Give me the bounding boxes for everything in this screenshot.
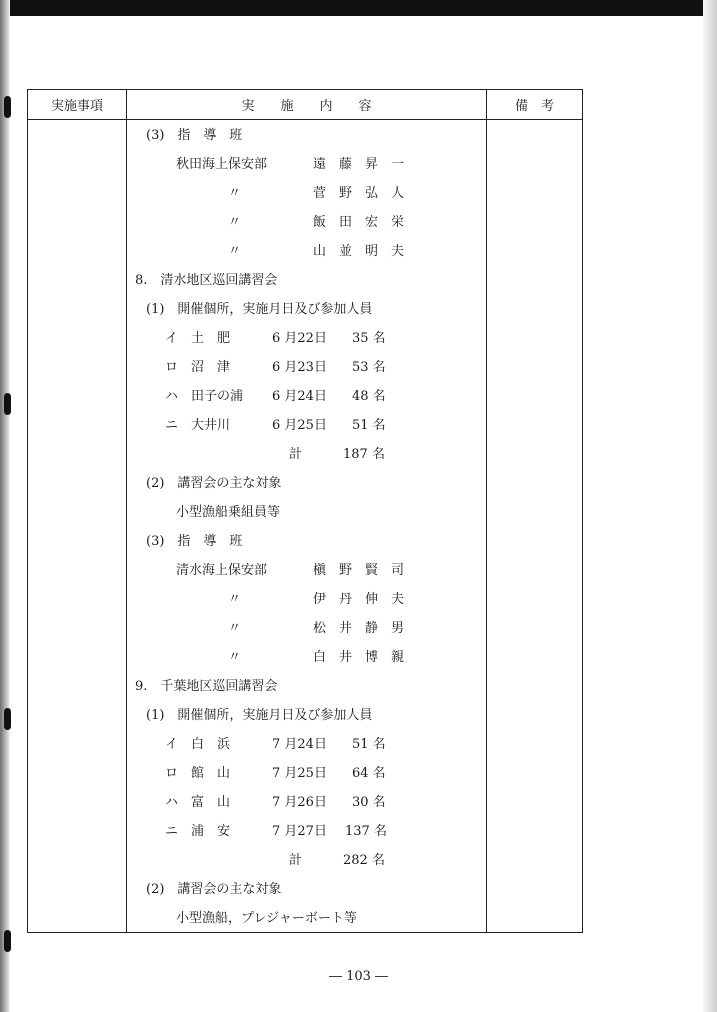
- staff-name: 飯 田 宏 栄: [313, 215, 405, 230]
- venue-date: 7 月24日: [272, 737, 327, 752]
- venue-name: イ 土 肥: [165, 331, 231, 346]
- section-heading: (3) 指 導 班: [146, 128, 243, 143]
- page-number: ― 103 ―: [328, 969, 389, 984]
- section-heading: (1) 開催個所，実施月日及び参加人員: [146, 708, 373, 723]
- section-title: 8. 清水地区巡回講習会: [135, 273, 278, 288]
- total-attendance: 187 名: [343, 447, 385, 462]
- target-description: 小型漁船乗組員等: [176, 505, 281, 520]
- ditto-mark: 〃: [228, 621, 242, 636]
- office-name: 秋田海上保安部: [176, 157, 268, 172]
- header-implementation-item: 実施事項: [28, 90, 127, 120]
- venue-name: ニ 浦 安: [165, 824, 231, 839]
- venue-date: 6 月24日: [272, 389, 327, 404]
- section-heading: (2) 講習会の主な対象: [146, 882, 282, 897]
- staff-name: 遠 藤 昇 一: [313, 157, 405, 172]
- staff-name: 菅 野 弘 人: [313, 186, 405, 201]
- ditto-mark: 〃: [228, 650, 242, 665]
- total-attendance: 282 名: [343, 853, 385, 868]
- venue-name: ハ 富 山: [165, 795, 231, 810]
- staff-name: 松 井 静 男: [313, 621, 405, 636]
- venue-attendance: 51 名: [352, 418, 386, 433]
- total-label: 計: [289, 447, 303, 462]
- venue-attendance: 51 名: [352, 737, 386, 752]
- staff-name: 山 並 明 夫: [313, 244, 405, 259]
- page-top-edge: [0, 0, 717, 16]
- venue-attendance: 137 名: [345, 824, 387, 839]
- total-label: 計: [289, 853, 303, 868]
- section-heading: (1) 開催個所，実施月日及び参加人員: [146, 302, 373, 317]
- venue-date: 7 月25日: [272, 766, 327, 781]
- ditto-mark: 〃: [228, 244, 242, 259]
- venue-attendance: 48 名: [352, 389, 386, 404]
- venue-date: 6 月22日: [272, 331, 327, 346]
- page-left-edge: [0, 0, 10, 1012]
- staff-name: 伊 丹 伸 夫: [313, 592, 405, 607]
- header-implementation-content: 実 施 内 容: [127, 90, 487, 120]
- staff-name: 槇 野 賢 司: [313, 563, 405, 578]
- venue-attendance: 64 名: [352, 766, 386, 781]
- header-remarks: 備 考: [487, 90, 583, 120]
- ditto-mark: 〃: [228, 592, 242, 607]
- section-heading: (2) 講習会の主な対象: [146, 476, 282, 491]
- venue-name: ハ 田子の浦: [165, 389, 244, 404]
- venue-name: ニ 大井川: [165, 418, 231, 433]
- venue-date: 6 月25日: [272, 418, 327, 433]
- ditto-mark: 〃: [228, 215, 242, 230]
- venue-attendance: 30 名: [352, 795, 386, 810]
- punch-hole: [4, 96, 11, 118]
- page-right-edge: [703, 0, 717, 1012]
- staff-name: 白 井 博 親: [313, 650, 405, 665]
- venue-date: 7 月26日: [272, 795, 327, 810]
- punch-hole: [4, 393, 11, 415]
- office-name: 清水海上保安部: [176, 563, 268, 578]
- section-heading: (3) 指 導 班: [146, 534, 243, 549]
- punch-hole: [4, 708, 11, 730]
- section-title: 9. 千葉地区巡回講習会: [135, 679, 278, 694]
- venue-attendance: 53 名: [352, 360, 386, 375]
- venue-attendance: 35 名: [352, 331, 386, 346]
- venue-date: 6 月23日: [272, 360, 327, 375]
- venue-date: 7 月27日: [272, 824, 327, 839]
- venue-name: イ 白 浜: [165, 737, 231, 752]
- remarks-cell: [487, 120, 583, 933]
- ditto-mark: 〃: [228, 186, 242, 201]
- punch-hole: [4, 930, 11, 952]
- target-description: 小型漁船，プレジャーボート等: [176, 911, 357, 926]
- item-cell: [28, 120, 127, 933]
- venue-name: ロ 沼 津: [165, 360, 231, 375]
- venue-name: ロ 館 山: [165, 766, 231, 781]
- table-header-row: [28, 90, 583, 120]
